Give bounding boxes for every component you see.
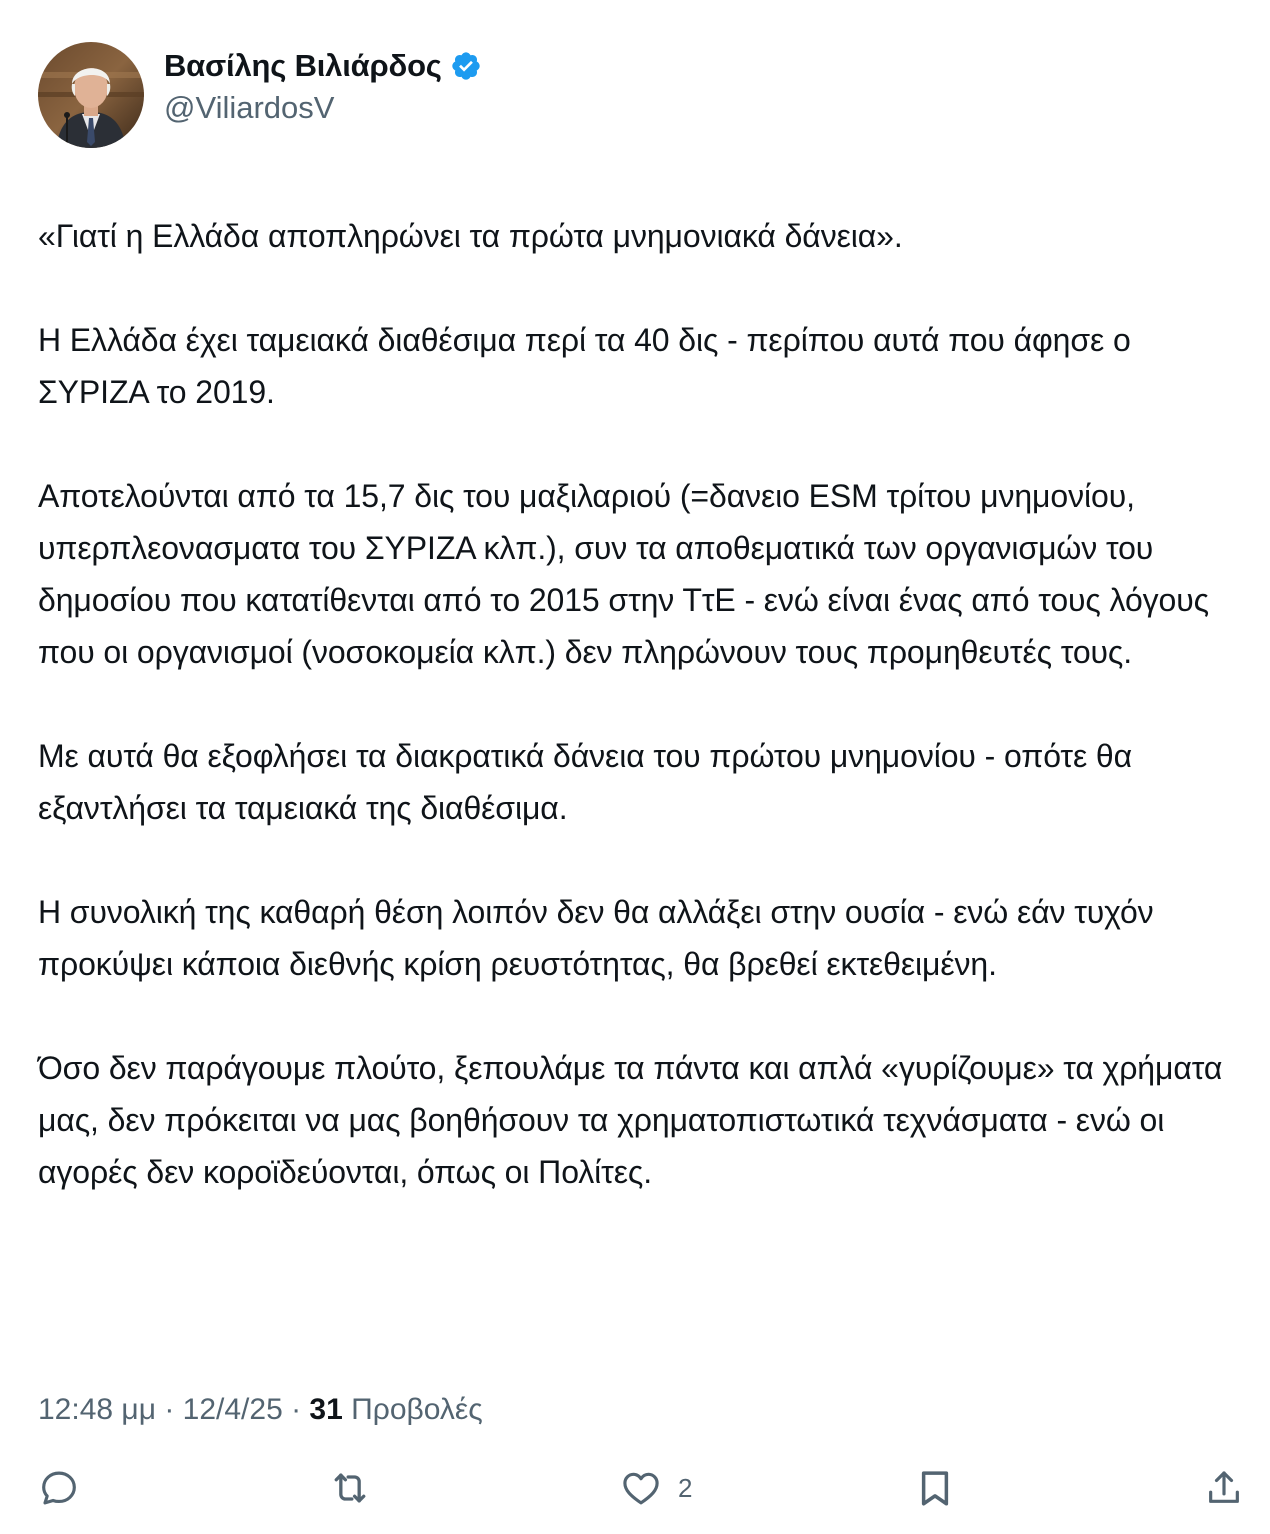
retweet-button[interactable] [328,1462,372,1514]
tweet-paragraph: Όσο δεν παράγουμε πλούτο, ξεπουλάμε τα πάντα και απλά «γυρίζουμε» τα χρήματα μας, δεν πρόκειται να μας βοηθήσουν τα χρηματοπιστωτικά τεχνάσματα - ενώ οι αγορές δεν κοροϊδεύονται, όπως οι Πολίτες. [38,1050,1223,1190]
display-name[interactable]: Βασίλης Βιλιάρδος [164,48,442,83]
tweet-paragraph: Η συνολική της καθαρή θέση λοιπόν δεν θα αλλάξει στην ουσία - ενώ εάν τυχόν προκύψει κάποια διεθνής κρίση ρευστότητας, θα βρεθεί εκτεθειμένη. [38,894,1154,982]
reply-icon [38,1467,80,1509]
like-count: 2 [678,1472,693,1503]
bookmark-button[interactable] [914,1462,956,1514]
reply-button[interactable] [38,1462,80,1514]
tweet-header [38,42,482,148]
share-icon [1204,1468,1244,1508]
tweet-date[interactable]: 12/4/25 [182,1393,283,1426]
verified-badge-icon [450,50,482,82]
tweet-paragraph: «Γιατί η Ελλάδα αποπληρώνει τα πρώτα μνημονιακά δάνεια». [38,218,903,254]
name-row [164,44,482,88]
bookmark-icon [914,1467,956,1509]
views-count: 31 [309,1393,343,1426]
like-button[interactable] [620,1462,692,1514]
author-block [164,44,482,126]
action-bar [38,1462,1244,1514]
tweet-paragraph: Με αυτά θα εξοφλήσει τα διακρατικά δάνεια του πρώτου μνημονίου - οπότε θα εξαντλήσει τα ταμειακά της διαθέσιμα. [38,738,1133,826]
author-handle[interactable]: @ViliardosV [164,90,335,125]
meta-separator: · [155,1393,183,1426]
share-button[interactable] [1204,1462,1244,1514]
tweet-text [38,210,1238,1198]
avatar-image [38,42,144,148]
heart-icon [620,1467,662,1509]
views-label: Προβολές [342,1393,483,1426]
avatar[interactable] [38,42,144,148]
meta-separator: · [282,1393,310,1426]
tweet-paragraph: Η Ελλάδα έχει ταμειακά διαθέσιμα περί τα 40 δις - περίπου αυτά που άφησε ο ΣΥΡΙΖΑ το 2019. [38,322,1131,410]
tweet-paragraph: Αποτελούνται από τα 15,7 δις του μαξιλαριού (=δανειο ESM τρίτου μνημονίου, υπερπλεονασματα του ΣΥΡΙΖΑ κλπ.), συν τα αποθεματικά των οργανισμών του δημοσίου που κατατίθενται από το 2015 στην ΤτΕ - ενώ είναι ένας από τους λόγους που οι οργανισμοί (νοσοκομεία κλπ.) δεν πληρώνουν τους προμηθευτές τους. [38,478,1209,670]
retweet-icon [328,1466,372,1510]
tweet-time[interactable]: 12:48 μμ [38,1393,156,1426]
tweet-meta [38,1388,483,1432]
